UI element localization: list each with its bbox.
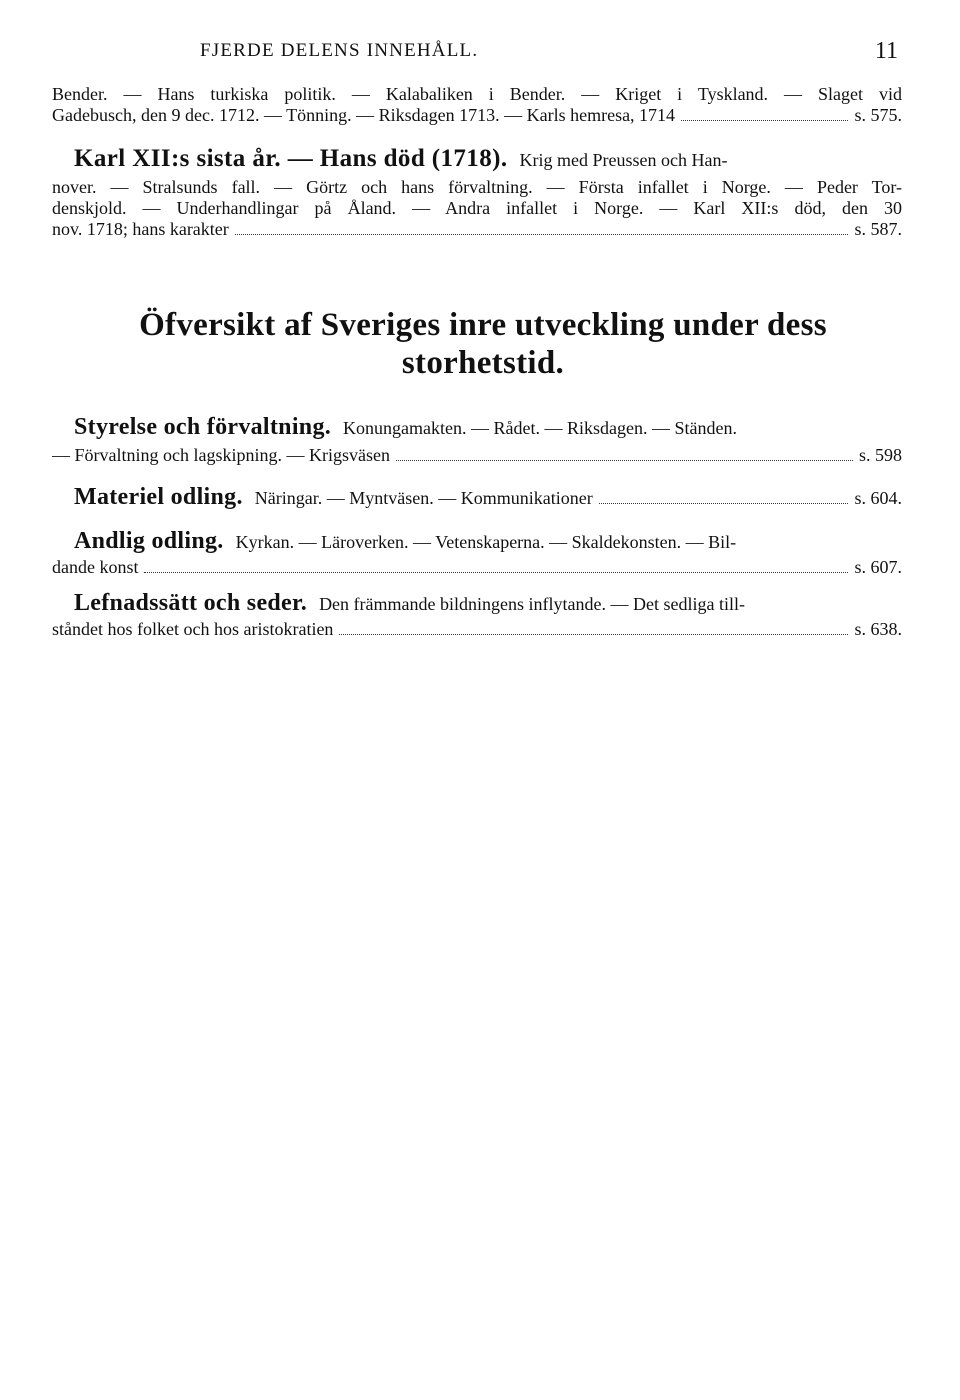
leader-dots [599, 502, 849, 504]
page-reference: s. 598 [858, 445, 902, 465]
bender-entry [52, 84, 902, 126]
materiel-heading-rest: Näringar. — Myntväsen. — Kommunikationer [254, 488, 593, 508]
bender-line-2 [52, 105, 902, 126]
styrelse-heading: Styrelse och förvaltning. [74, 414, 332, 440]
lefnadssatt-heading-line [52, 590, 902, 617]
andlig-heading-line [52, 528, 902, 555]
lefnadssatt-line-2 [52, 619, 902, 640]
styrelse-line-2 [52, 445, 902, 466]
karl-heading-line [52, 145, 902, 173]
lefnadssatt-line-2-text: ståndet hos folket och hos aristokratien [52, 619, 334, 639]
karl-heading-rest: Krig med Preussen och Han- [519, 150, 728, 170]
leader-dots [681, 119, 848, 121]
leader-dots [235, 233, 849, 235]
karl-line-3: denskjold. — Underhandlingar på Åland. — Andra infallet i Norge. — Karl XII:s död, den 30 [52, 198, 902, 218]
lefnadssatt-heading: Lefnadssätt och seder. [74, 590, 308, 616]
andlig-line-2-text: dande konst [52, 557, 139, 577]
andlig-heading: Andlig odling. [74, 528, 224, 554]
andlig-entry [52, 528, 902, 578]
karl-heading: Karl XII:s sista år. — Hans död (1718). [74, 145, 508, 172]
page-reference: s. 587. [854, 219, 902, 239]
bender-line-1: Bender. — Hans turkiska politik. — Kalabaliken i Bender. — Kriget i Tyskland. — Slaget vid [52, 84, 902, 104]
page-number: 11 [874, 38, 898, 64]
materiel-heading-line [52, 484, 902, 511]
leader-dots [339, 633, 848, 635]
karl-line-2: nover. — Stralsunds fall. — Görtz och hans förvaltning. — Första infallet i Norge. — Peder Tor- [52, 177, 902, 197]
karl-line-4-text: nov. 1718; hans karakter [52, 219, 229, 239]
karl-section [52, 145, 902, 240]
page-reference: s. 638. [854, 619, 902, 639]
materiel-heading: Materiel odling. [74, 484, 243, 510]
lefnadssatt-entry [52, 590, 902, 640]
leader-dots [144, 571, 848, 573]
main-heading [118, 306, 848, 382]
andlig-heading-rest: Kyrkan. — Läroverken. — Vetenskaperna. — Skaldekonsten. — Bil- [235, 532, 737, 552]
karl-line-4 [52, 219, 902, 240]
leader-dots [396, 459, 853, 461]
running-title: FJERDE DELENS INNEHÅLL. [200, 40, 479, 61]
main-heading-line-2: storhetstid. [401, 345, 565, 381]
materiel-entry [52, 484, 902, 511]
bender-line-2-text: Gadebusch, den 9 dec. 1712. — Tönning. — Riksdagen 1713. — Karls hemresa, 1714 [52, 105, 676, 125]
styrelse-entry [52, 414, 902, 466]
styrelse-heading-line [52, 414, 902, 441]
styrelse-heading-rest: Konungamakten. — Rådet. — Riksdagen. — Ständen. [343, 418, 737, 438]
styrelse-line-2-text: — Förvaltning och lagskipning. — Krigsväsen [52, 445, 390, 465]
page-reference: s. 607. [854, 557, 902, 577]
page-reference: s. 575. [854, 105, 902, 125]
main-heading-line-1: Öfversikt af Sveriges inre utveckling under dess [139, 307, 827, 343]
andlig-line-2 [52, 557, 902, 578]
running-header [0, 38, 960, 68]
lefnadssatt-heading-rest: Den främmande bildningens inflytande. — Det sedliga till- [319, 594, 745, 614]
page-reference: s. 604. [854, 488, 902, 508]
